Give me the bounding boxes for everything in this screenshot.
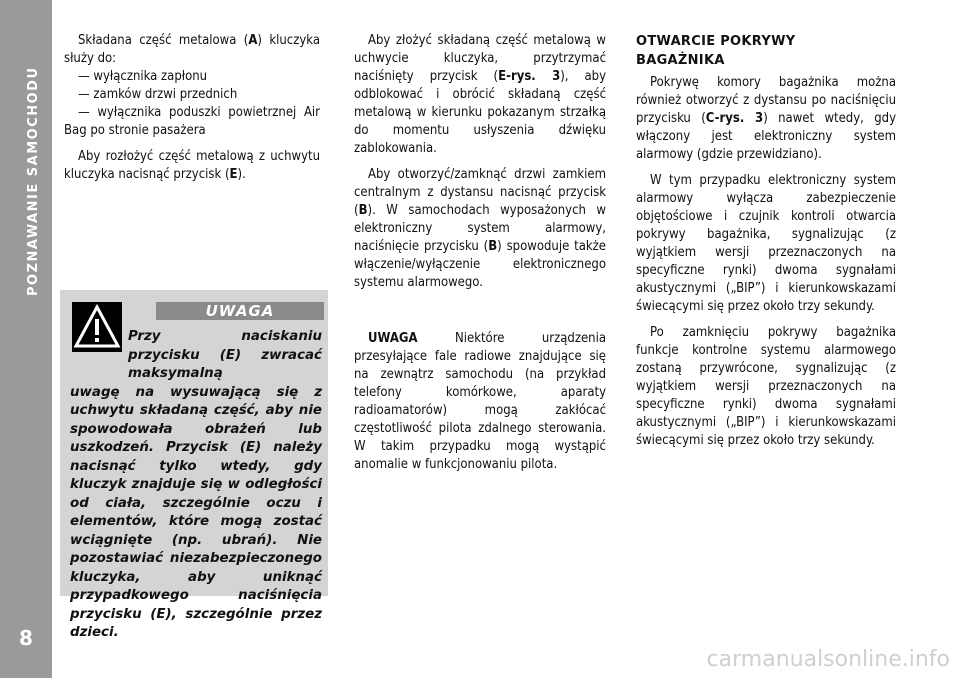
paragraph: Aby otworzyć/zamknąć drzwi zamkiem centralnym z dystansu nacisnąć przycisk (B). W samochodach wyposażonych w elektroniczny system alarmowy, naciśnięcie przycisku (B) spowoduje także włączenie/wyłączenie elektronicznego systemu alarmowego.	[354, 167, 606, 290]
list-item: — wyłącznika poduszki powietrznej Air Bag po stronie pasażera	[64, 105, 320, 138]
note-label: UWAGA	[368, 331, 418, 346]
section-heading: OTWARCIE POKRYWY BAGAŻNIKA	[636, 34, 796, 68]
section-title-wrap	[14, 30, 41, 330]
column-1	[64, 32, 320, 184]
watermark: carmanualsonline.info	[706, 647, 950, 672]
page-number: 8	[19, 626, 33, 650]
paragraph: Aby rozłożyć część metalową z uchwytu kluczyka nacisnąć przycisk (E).	[64, 149, 320, 182]
paragraph: Składana część metalowa (A) kluczyka służy do:	[64, 33, 320, 66]
paragraph: Aby złożyć składaną część metalową w uchwycie kluczyka, przytrzymać naciśnięty przycisk (E-rys. 3), aby odblokować i obrócić składaną część metalową w kierunku pokazanym strzałką do momentu usłyszenia dźwięku zablokowania.	[354, 33, 606, 156]
warning-text: Przy naciskaniu przycisku (E) zwracać maksymalną uwagę na wysuwającą się z uchwytu składaną część, aby nie spowodowała obrażeń lub uszkodzeń. Przycisk (E) należy nacisnąć tylko wtedy, gdy kluczyk znajduje się w odległości od ciała, szczególnie oczu i elementów, które mogą zostać wciągnięte (np. ubrań). Nie pozostawiać niezabezpieczonego kluczyka, aby uniknąć przypadkowego naciśnięcia przycisku (E), szczególnie przez dzieci.	[70, 329, 322, 640]
list-item: — wyłącznika zapłonu	[78, 69, 208, 84]
column-3	[636, 32, 896, 450]
section-title: POZNAWANIE SAMOCHODU	[26, 66, 41, 296]
paragraph: W tym przypadku elektroniczny system alarmowy wyłącza zabezpieczenie objętościowe i czujnik kontroli otwarcia pokrywy bagażnika, sygnalizując (z wyjątkiem wersji przeznaczonych na specyficzne rynki) dwoma sygnałami akustycznymi („BIP”) i kierunkowskazami świecącymi się przez około trzy sekundy.	[636, 173, 896, 314]
list-item: — zamków drzwi przednich	[78, 87, 238, 102]
paragraph: Po zamknięciu pokrywy bagażnika funkcje kontrolne systemu alarmowego zostaną przywrócone, sygnalizując (z wyjątkiem wersji przeznaczonych na specyficzne rynki) dwoma sygnałami akustycznymi („BIP”) i kierunkowskazami świecącymi się przez około trzy sekundy.	[636, 325, 896, 448]
sidebar	[0, 0, 52, 678]
column-2	[354, 32, 606, 474]
paragraph: Pokrywę komory bagażnika można również otworzyć z dystansu po naciśnięciu przycisku (C-rys. 3) nawet wtedy, gdy włączony jest elektroniczny system alarmowy (gdzie przewidziano).	[636, 75, 896, 162]
warning-label: UWAGA	[156, 302, 324, 320]
note-paragraph: UWAGA Niektóre urządzenia przesyłające fale radiowe znajdujące się na zewnątrz samochodu (na przykład telefony komórkowe, aparaty radioamatorów) mogą zakłócać częstotliwość pilota zdalnego sterowania. W takim przypadku mogą wystąpić anomalie w funkcjonowaniu pilota.	[354, 331, 606, 472]
